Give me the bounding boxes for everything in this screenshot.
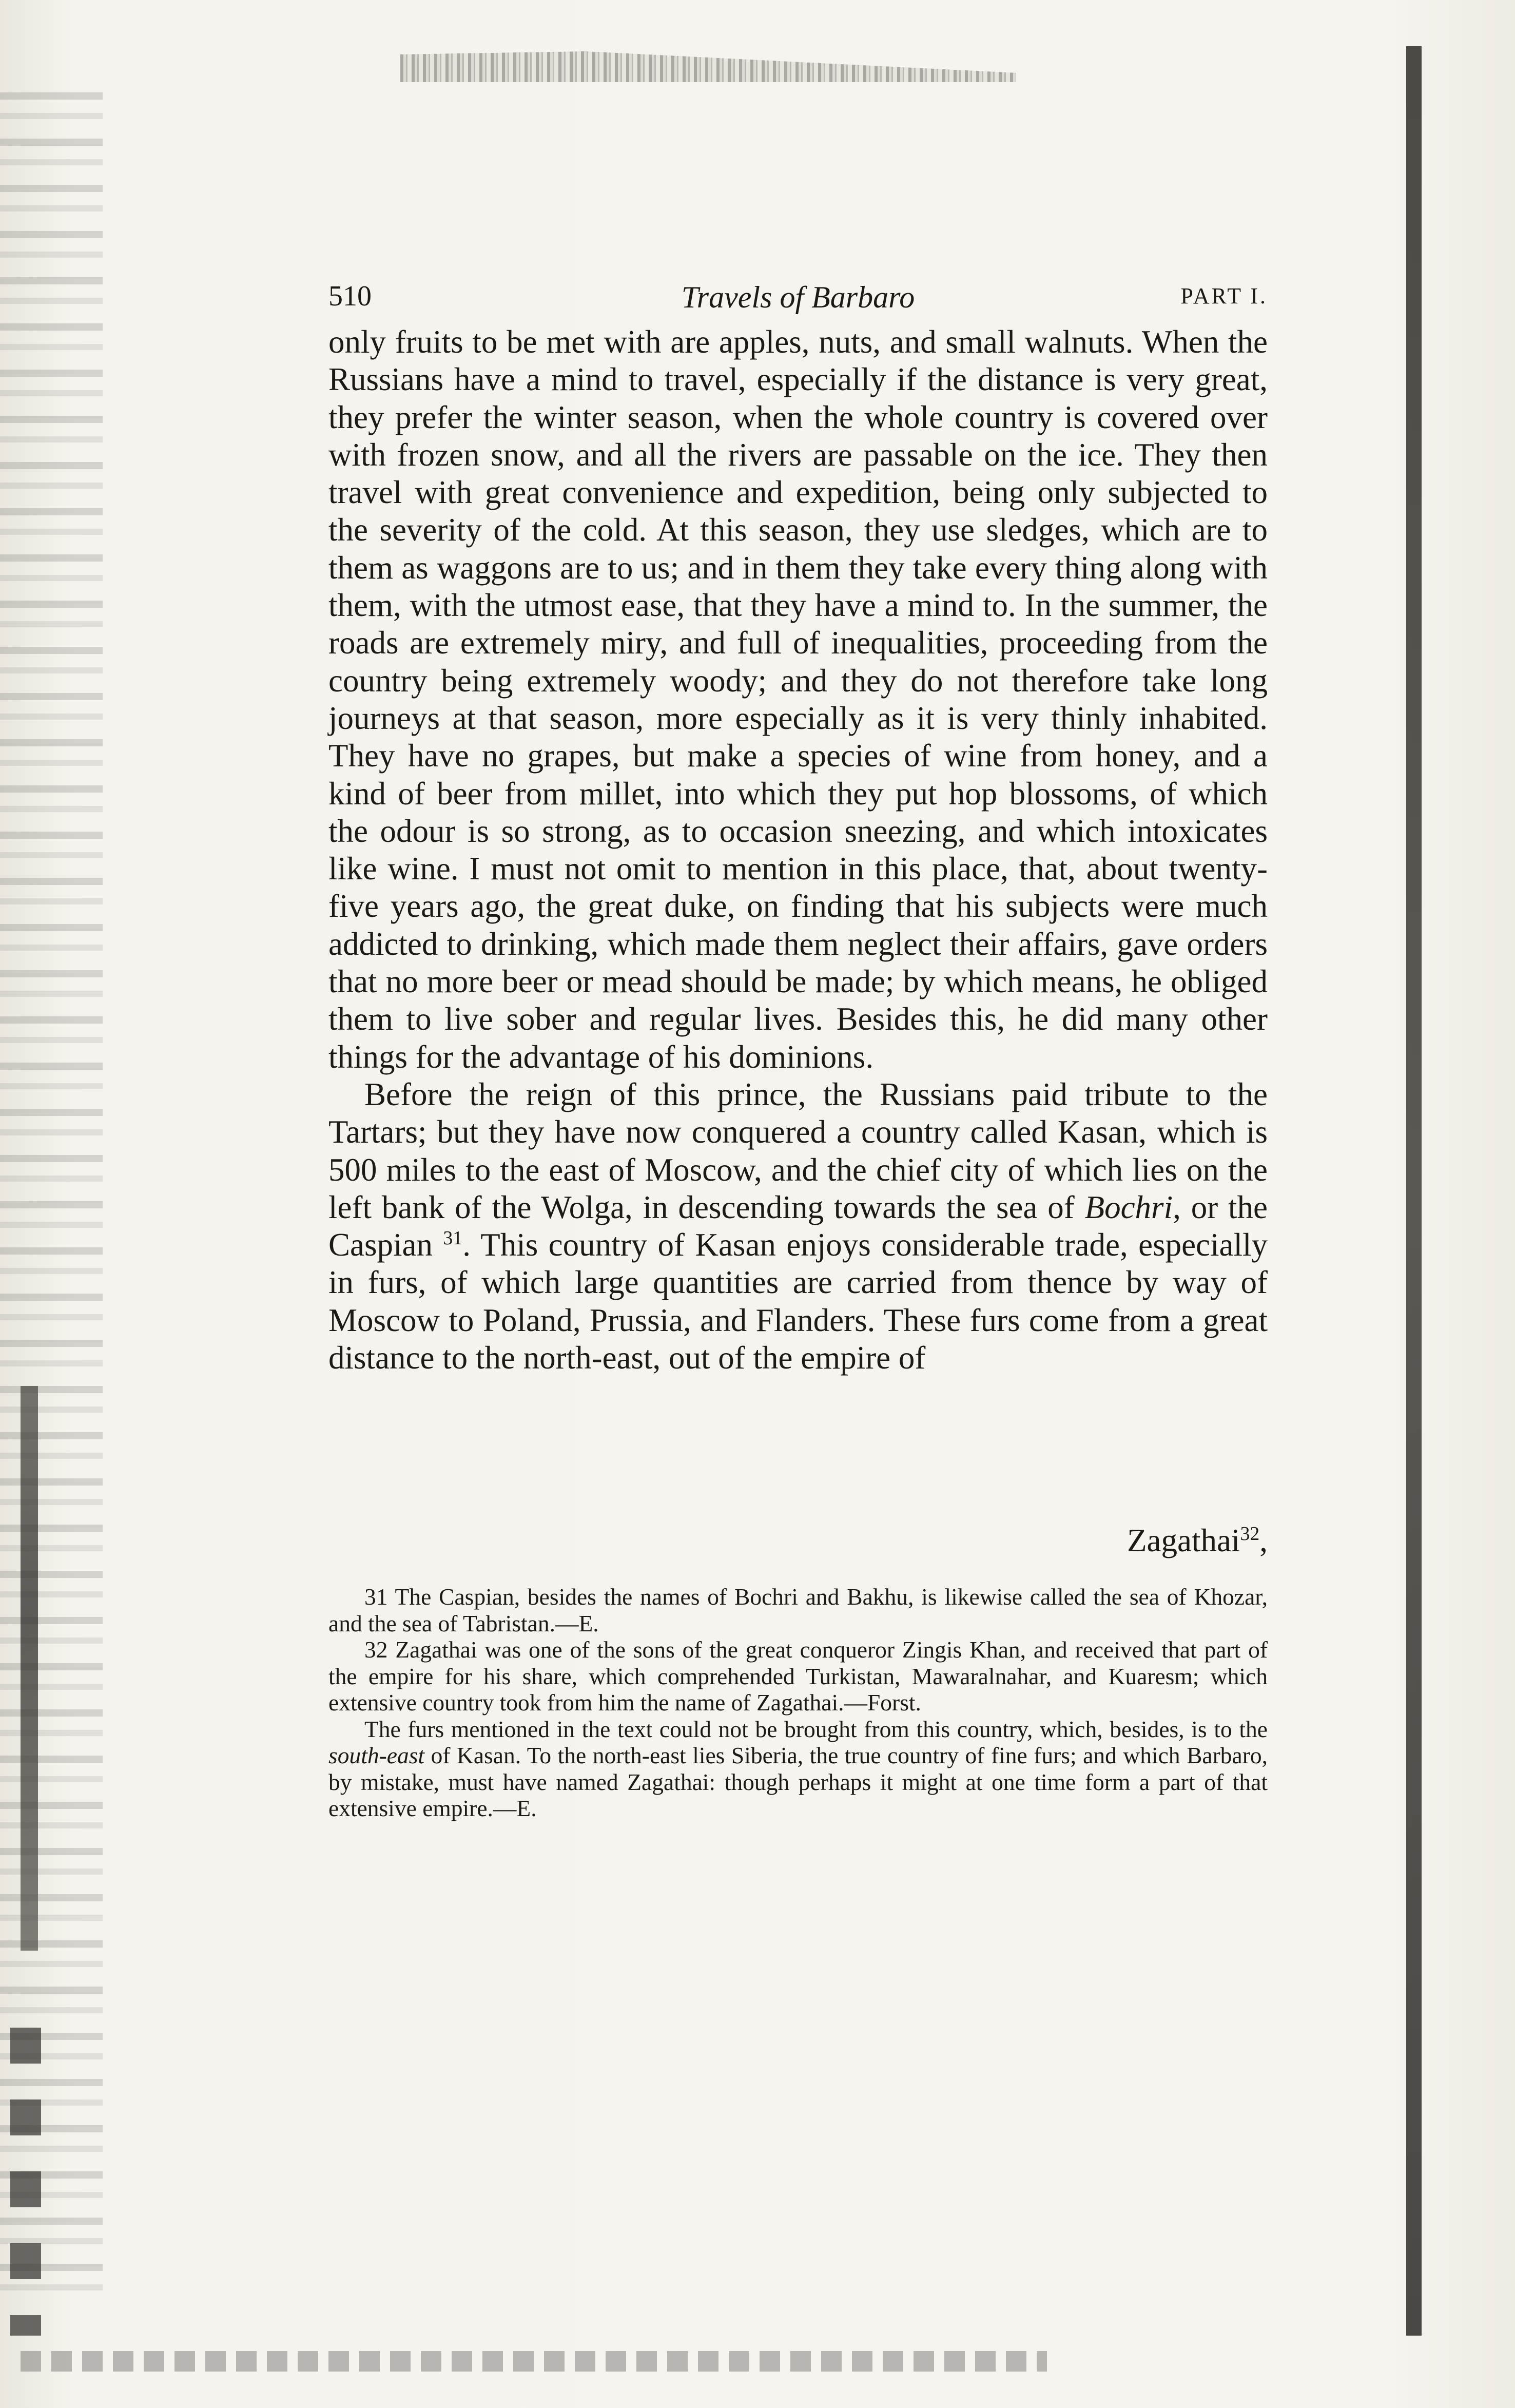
- catchword-line: [328, 1522, 1268, 1559]
- footnote-ref-31[interactable]: 31: [443, 1227, 463, 1249]
- catchword: Zagathai: [1127, 1523, 1240, 1558]
- scan-artifact-bottom: [21, 2351, 1047, 2372]
- footnote-31: 31 The Caspian, besides the names of Bochri and Bakhu, is likewise called the sea of Khozar, and the sea of Tabristan.—E.: [328, 1584, 1268, 1636]
- footnote-32-part-a: The furs mentioned in the text could not be brought from this country, which, besides, is to the: [364, 1716, 1268, 1742]
- page-number: 510: [328, 280, 372, 312]
- paragraph-2: [328, 1076, 1268, 1377]
- paragraph-1: only fruits to be met with are apples, nuts, and small walnuts. When the Russians have a mind to travel, especially if the distance is very great, they prefer the winter season, when the whole country is covered over with frozen snow, and all the rivers are passable on the ice. They then travel with great convenience and expedition, being only subjected to the severity of the cold. At this season, they use sledges, which are to them as waggons are to us; and in them they take every thing along with them, with the utmost ease, that they have a mind to. In the summer, the roads are extremely miry, and full of inequalities, proceeding from the country being extremely woody; and they do not therefore take long journeys at that season, more especially as it is very thinly inhabited. They have no grapes, but make a species of wine from honey, and a kind of beer from millet, into which they put hop blossoms, of which the odour is so strong, as to occasion sneezing, and which intoxicates like wine. I must not omit to mention in this place, that, about twenty-five years ago, the great duke, on finding that his subjects were much addicted to drinking, which made them neglect their affairs, gave orders that no more beer or mead should be made; by which means, he obliged them to live sober and regular lives. Besides this, he did many other things for the advantage of his dominions.: [328, 324, 1268, 1075]
- footnote-32: 32 Zagathai was one of the sons of the great conqueror Zingis Khan, and received that part of the empire for his share, which comprehended Turkistan, Mawaralnahar, and Kuaresm; which extensive country took from him the name of Zagathai.—Forst.: [328, 1636, 1268, 1716]
- running-title: Travels of Barbaro: [681, 280, 915, 314]
- footnote-32-italic: south-east: [328, 1742, 425, 1768]
- paragraph-2-part-c: . This country of Kasan enjoys considerable trade, especially in furs, of which large quantities are carried from thence by way of Moscow to Poland, Prussia, and Flanders. These furs come from a great distance to the north-east, out of the empire of: [328, 1227, 1268, 1376]
- footnote-32-continued: [328, 1716, 1268, 1822]
- catchword-tail: ,: [1259, 1523, 1268, 1558]
- paragraph-2-part-a: Before the reign of this prince, the Russians paid tribute to the Tartars; but they have now conquered a country called Kasan, which is 500 miles to the east of Moscow, and the chief city of which lies on the left bank of the Wolga, in descending towards the sea of: [328, 1076, 1268, 1225]
- main-text: [328, 323, 1268, 1377]
- part-label: PART I.: [1180, 283, 1268, 309]
- paragraph-2-part-b: , or the Caspian: [328, 1189, 1268, 1263]
- footnote-ref-32[interactable]: 32: [1240, 1523, 1260, 1545]
- footnote-32-part-b: of Kasan. To the north-east lies Siberia, the true country of fine furs; and which Barbaro, by mistake, must have named Zagathai: though perhaps it might at one time form a part of that extensive empire.—E.: [328, 1742, 1268, 1821]
- scan-artifact-left-edge: [0, 92, 103, 2300]
- footnotes: [328, 1584, 1268, 1822]
- scan-artifact-left-blocks: [10, 2028, 41, 2336]
- scan-artifact-left-strip: [21, 1386, 38, 1951]
- paragraph-2-italic: Bochri: [1084, 1189, 1173, 1225]
- scan-artifact-top: [400, 51, 1016, 82]
- scan-artifact-right-edge: [1406, 46, 1422, 2336]
- running-head: [328, 280, 1268, 326]
